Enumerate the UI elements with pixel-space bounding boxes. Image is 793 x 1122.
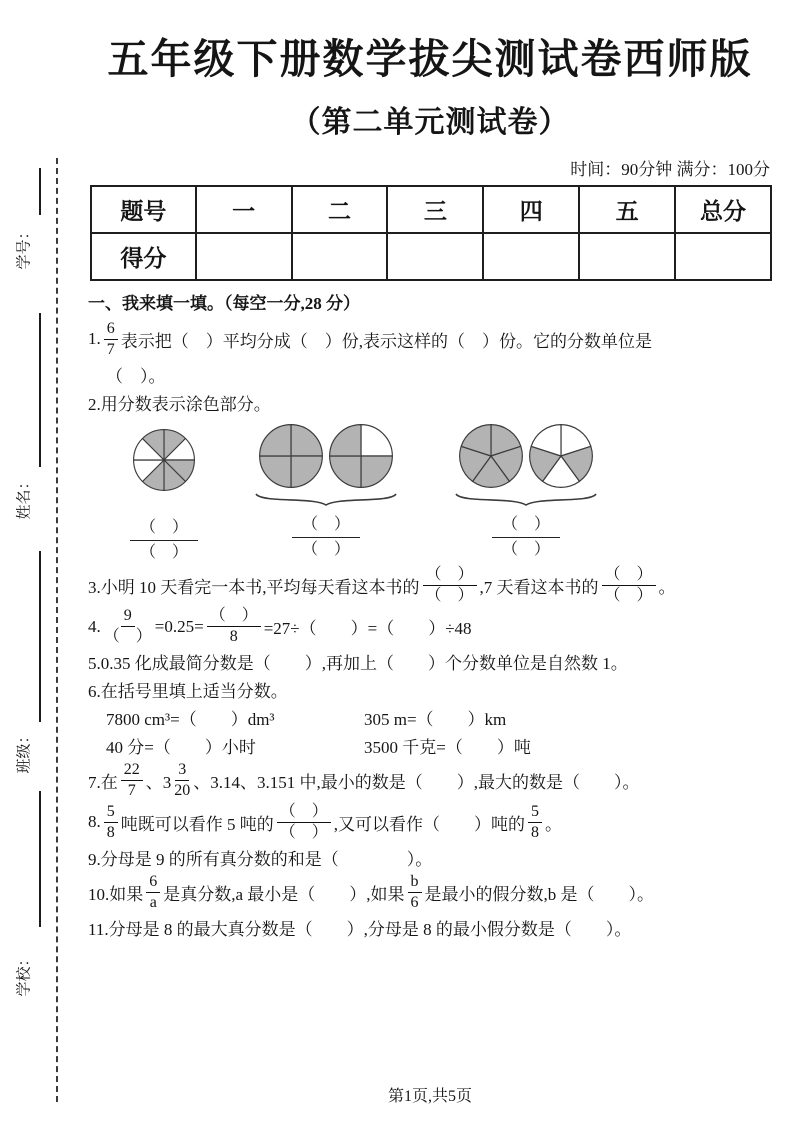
question-line (88, 705, 772, 730)
fraction (602, 566, 656, 605)
shaded-circle-diagram (528, 423, 594, 489)
score-table-body (91, 186, 771, 280)
fraction-blank-denominator: （ ） (302, 541, 351, 559)
page-title: 五年级下册数学拔尖测试卷西师版 (107, 36, 753, 82)
question-4 (88, 607, 772, 646)
fraction-blank (492, 516, 560, 560)
fraction-blank-numerator: （ ） (492, 516, 560, 538)
fraction-numerator: 5 (528, 803, 542, 823)
fraction-numerator: 22 (121, 761, 143, 781)
score-table-cell (292, 233, 388, 280)
question-text: （ ）。 (106, 366, 166, 386)
unshaded-sector (361, 424, 392, 455)
question-text: 3.小明 10 天看完一本书,平均每天看这本书的 (88, 577, 420, 597)
fraction-denominator: 7 (106, 340, 115, 358)
question-line (88, 845, 772, 870)
fraction-denominator: （ ） (103, 628, 152, 646)
question-1 (88, 320, 772, 387)
under-brace (454, 492, 598, 507)
question-10 (88, 873, 772, 912)
question-line (88, 362, 772, 387)
main-content (88, 0, 772, 943)
fraction-numerator: （ ） (207, 607, 261, 627)
question-line (88, 873, 772, 912)
fraction-denominator: 6 (410, 893, 419, 911)
score-table-cell (579, 233, 675, 280)
fraction-denominator: 8 (531, 823, 540, 841)
fraction-denominator: 20 (174, 782, 191, 800)
fraction-blank-numerator: （ ） (292, 516, 360, 538)
fraction (104, 607, 152, 646)
fraction-numerator: 5 (104, 803, 118, 823)
fraction-numerator: 9 (121, 607, 135, 627)
question-5 (88, 649, 772, 674)
fraction (423, 566, 477, 605)
fraction (277, 803, 331, 842)
fraction-denominator: （ ） (604, 586, 653, 604)
question-text: 40 分=（ ）小时 (106, 738, 256, 758)
shaded-sector (291, 424, 322, 455)
write-line (39, 168, 41, 215)
fraction (174, 761, 190, 800)
circle-row (132, 428, 196, 492)
write-line (39, 551, 41, 722)
left-margin (0, 0, 88, 1122)
score-table-cell: 一 (196, 186, 292, 233)
fraction (121, 761, 143, 800)
score-table-cell (675, 233, 771, 280)
question-text: 5.0.35 化成最简分数是（ ）,再加上（ ）个分数单位是自然数 1。 (88, 654, 628, 674)
under-brace-box (254, 492, 398, 507)
shaded-sector (330, 456, 361, 487)
sidebar-label-class: 班级： (16, 728, 33, 774)
shaded-sector (260, 424, 291, 455)
question-2 (88, 390, 772, 563)
question-line (88, 733, 772, 758)
circle-group (454, 423, 598, 560)
fraction-denominator: 7 (127, 782, 136, 800)
fraction (146, 873, 160, 912)
question-text: ,又可以看作（ ）吨的 (333, 814, 526, 834)
circle-row (258, 423, 394, 489)
write-line (39, 313, 41, 467)
question-text: 11.分母是 8 的最大真分数是（ ）,分母是 8 的最小假分数是（ ）。 (88, 919, 632, 939)
question-line (88, 390, 772, 415)
q2-circle-diagrams (130, 423, 772, 563)
question-text: 。 (658, 577, 676, 597)
fraction-numerator: 6 (104, 320, 118, 340)
question-8 (88, 803, 772, 842)
page-subtitle: （第二单元测试卷） (290, 106, 570, 139)
shaded-circle-diagram (258, 423, 324, 489)
question-3 (88, 566, 772, 605)
under-brace-box (454, 492, 598, 507)
question-line (88, 803, 772, 842)
footer-page-indicator: 第1页,共5页 (387, 1088, 472, 1105)
fraction-denominator: 8 (229, 628, 238, 646)
circle-group (130, 428, 198, 563)
score-table-cell (196, 233, 292, 280)
fraction-blank-numerator: （ ） (130, 519, 198, 541)
question-text: 、3 (145, 773, 172, 793)
question-text: 8. (88, 812, 101, 832)
question-text: 6.在括号里填上适当分数。 (88, 682, 288, 702)
question-text: 、3.14、3.151 中,最小的数是（ ）,最大的数是（ ）。 (193, 773, 640, 793)
question-text: 7800 cm³=（ ）dm³ (106, 710, 275, 730)
exam-meta: 时间：90分钟 满分：100分 (570, 160, 770, 179)
fraction (104, 803, 118, 842)
fraction-denominator: （ ） (279, 823, 328, 841)
question-11 (88, 915, 772, 940)
question-line (88, 566, 772, 605)
section-heading: 一、我来填一填。（每空一分,28 分） (88, 294, 360, 313)
fraction (104, 320, 118, 359)
question-text: 2.用分数表示涂色部分。 (88, 394, 271, 414)
under-brace (254, 492, 398, 507)
shaded-sector (260, 456, 291, 487)
question-text: =27÷（ ）=（ ）÷48 (263, 619, 472, 639)
fraction-blank (130, 519, 198, 563)
fraction-denominator: （ ） (425, 586, 474, 604)
fraction-denominator: 8 (106, 823, 115, 841)
question-6 (88, 677, 772, 758)
fraction-numerator: （ ） (602, 566, 656, 586)
sidebar-label-name: 姓名： (16, 474, 33, 520)
question-text: 3500 千克=（ ）吨 (364, 738, 531, 758)
score-table-cell: 二 (292, 186, 388, 233)
seal-dashed-line (56, 158, 58, 1102)
question-text: 4. (88, 616, 101, 636)
shaded-sector (361, 456, 392, 487)
circle-group (254, 423, 398, 560)
score-table (90, 185, 772, 281)
question-line (88, 915, 772, 940)
shaded-circle-diagram (458, 423, 524, 489)
write-line (39, 791, 41, 927)
question-line (88, 320, 772, 359)
question-text: 10.如果 (88, 884, 144, 904)
question-text: ,7 天看这本书的 (479, 577, 599, 597)
score-table-cell: 三 (387, 186, 483, 233)
score-table-cell: 得分 (91, 233, 196, 280)
score-table-cell: 题号 (91, 186, 196, 233)
shaded-circle-diagram (132, 428, 196, 492)
question-text: 是真分数,a 最小是（ ）,如果 (163, 884, 405, 904)
score-table-cell (483, 233, 579, 280)
question-text: 7.在 (88, 773, 118, 793)
fraction-blank (292, 516, 360, 560)
fraction-blank-denominator: （ ） (140, 544, 189, 562)
question-line (88, 649, 772, 674)
fraction-numerator: 6 (146, 873, 160, 893)
sidebar-label-student-id: 学号： (16, 224, 33, 270)
fraction (207, 607, 261, 646)
question-7 (88, 761, 772, 800)
question-line (88, 761, 772, 800)
fraction-numerator: （ ） (277, 803, 331, 823)
fraction-numerator: 3 (175, 761, 189, 781)
shaded-sector (330, 424, 361, 455)
score-table-cell: 四 (483, 186, 579, 233)
question-text: 9.分母是 9 的所有真分数的和是（ ）。 (88, 849, 433, 869)
question-line (88, 607, 772, 646)
question-text: 。 (545, 814, 563, 834)
question-9 (88, 845, 772, 870)
shaded-sector (291, 456, 322, 487)
question-text: =0.25= (154, 616, 204, 636)
question-text: 305 m=（ ）km (364, 710, 507, 730)
score-table-cell (387, 233, 483, 280)
question-text: 表示把（ ）平均分成（ ）份,表示这样的（ ）份。它的分数单位是 (120, 331, 652, 351)
fraction-blank-denominator: （ ） (502, 541, 551, 559)
sidebar-label-school: 学校： (16, 951, 33, 997)
score-table-cell: 五 (579, 186, 675, 233)
circle-row (458, 423, 594, 489)
fraction-numerator: b (408, 873, 422, 893)
question-line (88, 677, 772, 702)
score-table-header-row (91, 186, 771, 233)
fraction (528, 803, 542, 842)
questions (88, 320, 772, 940)
fraction-denominator: a (149, 893, 157, 911)
fraction-numerator: （ ） (423, 566, 477, 586)
score-table-cell: 总分 (675, 186, 771, 233)
score-table-score-row (91, 233, 771, 280)
question-text: 吨既可以看作 5 吨的 (120, 814, 274, 834)
question-text: 1. (88, 329, 101, 349)
fraction (408, 873, 422, 912)
shaded-circle-diagram (328, 423, 394, 489)
question-text: 是最小的假分数,b 是（ ）。 (424, 884, 655, 904)
